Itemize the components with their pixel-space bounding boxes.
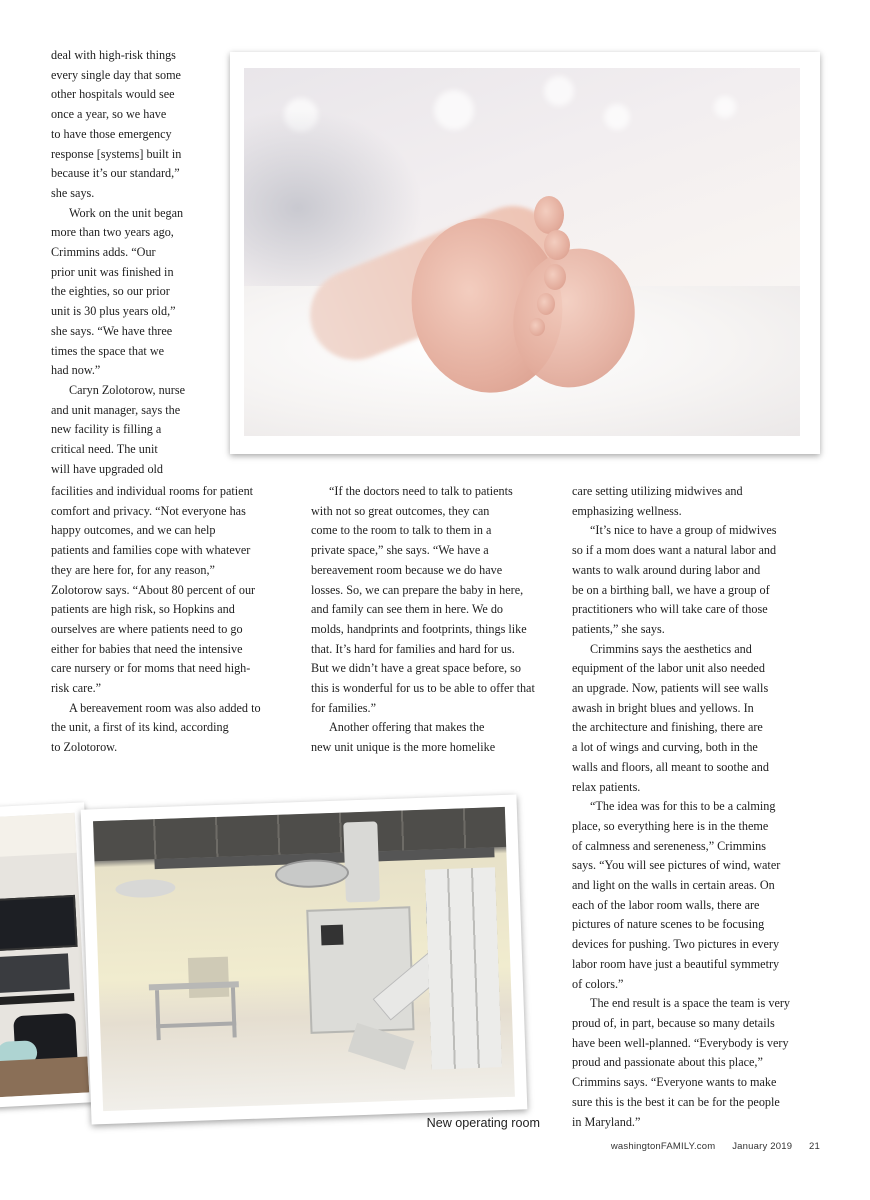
text-line: prior unit was finished in [51,264,174,279]
text-line: an upgrade. Now, patients will see walls [572,681,769,696]
text-line: molds, handprints and footprints, things like [311,621,527,636]
text-line: losses. So, we can prepare the baby in here, [311,582,524,597]
text-line: new facility is filling a [51,422,162,437]
text-line: because it’s our standard,” [51,166,180,181]
photo-caption: New operating room [426,1116,540,1130]
text-line: other hospitals would see [51,87,175,102]
text-line: proud and passionate about this place,” [572,1055,763,1070]
text-line: critical need. The unit [51,442,158,457]
text-line: Another offering that makes the [329,720,485,735]
text-line: once a year, so we have [51,107,167,122]
text-line: wants to walk around during labor and [572,562,761,577]
text-line: Zolotorow says. “About 80 percent of our [51,582,256,597]
intro-text-column [51,46,226,479]
text-line: private space,” she says. “We have a [311,543,489,558]
text-line: of colors.” [572,976,624,991]
text-line: response [systems] built in [51,146,182,161]
text-line: care nursery or for moms that need high- [51,661,251,676]
text-line: that. It’s hard for families and hard for us. [311,641,515,656]
text-line: comfort and privacy. “Not everyone has [51,503,246,518]
text-line: proud of, in part, because so many details [572,1015,775,1030]
text-line: sure this is the best it can be for the people [572,1094,780,1109]
text-line: care setting utilizing midwives and [572,484,743,498]
text-line: deal with high-risk things [51,48,176,62]
text-line: Crimmins says the aesthetics and [590,641,752,656]
text-line: new unit unique is the more homelike [311,740,496,755]
text-line: practitioners who will take care of those [572,602,768,617]
text-line: a lot of wings and curving, both in the [572,740,758,755]
baby-feet-photo-frame [230,52,820,454]
text-line: each of the labor room walls, there are [572,897,760,912]
text-line: the unit, a first of its kind, according [51,720,229,735]
text-line: Caryn Zolotorow, nurse [69,382,185,397]
operating-room-photo-frame [81,794,528,1124]
text-line: facilities and individual rooms for patient [51,484,254,498]
text-line: relax patients. [572,779,641,794]
text-line: “If the doctors need to talk to patients [329,484,513,498]
text-line: devices for pushing. Two pictures in every [572,937,780,952]
text-line: and unit manager, says the [51,402,181,417]
text-line: labor room have just a beautiful symmetry [572,956,780,971]
text-line: equipment of the labor unit also needed [572,661,765,676]
text-line: so if a mom does want a natural labor and [572,543,777,558]
text-line: and light on the walls in certain areas. On [572,878,775,893]
baby-feet-photo [244,68,800,436]
text-line: they are here for, for any reason,” [51,562,215,577]
text-column-2 [311,482,563,758]
text-line: times the space that we [51,343,165,358]
text-line: this is wonderful for us to be able to offer that [311,681,535,696]
text-line: emphasizing wellness. [572,503,682,518]
text-line: the eighties, so our prior [51,284,170,299]
footer-date: January 2019 [732,1141,793,1152]
text-line: with not so great outcomes, they can [311,503,490,518]
text-line: for families.” [311,700,376,715]
text-line: Crimmins says. “Everyone wants to make [572,1075,777,1090]
text-line: “It’s nice to have a group of midwives [590,523,777,538]
text-line: walls and floors, all meant to soothe and [572,759,769,774]
text-line: bereavement room because we do have [311,562,503,577]
text-line: the architecture and finishing, there are [572,720,763,735]
text-line: will have upgraded old [51,461,164,476]
text-line: But we didn’t have a great space before, so [311,661,521,676]
text-line: The end result is a space the team is very [590,996,791,1011]
text-line: “The idea was for this to be a calming [590,799,776,814]
text-line: says. “You will see pictures of wind, water [572,858,781,873]
text-column-3 [572,482,827,1132]
text-line: pictures of nature scenes to be focusing [572,917,765,932]
text-line: happy outcomes, and we can help [51,523,216,538]
text-line: Work on the unit began [69,205,184,220]
text-line: patients are high risk, so Hopkins and [51,602,235,617]
page-number: 21 [809,1141,820,1152]
text-line: have been well-planned. “Everybody is very [572,1035,789,1050]
text-line: to have those emergency [51,126,172,141]
text-line: awash in bright blues and yellows. In [572,700,754,715]
text-line: Crimmins adds. “Our [51,245,156,260]
text-line: she says. “We have three [51,323,173,338]
text-line: and family can see them in here. We do [311,602,504,617]
text-line: in Maryland.” [572,1114,641,1129]
operating-room-photo [93,807,515,1111]
text-line: more than two years ago, [51,225,174,240]
page-footer [597,1141,820,1152]
text-line: place, so everything here is in the theme [572,818,769,833]
text-column-1 [51,482,301,758]
text-line: either for babies that need the intensive [51,641,243,656]
room-photo [0,813,89,1098]
text-line: ourselves are where patients need to go [51,621,243,636]
text-line: every single day that some [51,67,181,82]
text-line: come to the room to talk to them in a [311,523,492,538]
footer-site: washingtonFAMILY.com [610,1141,716,1152]
text-line: she says. [51,185,95,200]
text-line: risk care.” [51,681,102,696]
text-line: had now.” [51,363,101,378]
text-line: be on a birthing ball, we have a group of [572,582,770,597]
text-line: unit is 30 plus years old,” [51,304,176,319]
text-line: patients and families cope with whatever [51,543,251,558]
text-line: A bereavement room was also added to [69,700,261,715]
text-line: to Zolotorow. [51,740,118,755]
text-line: patients,” she says. [572,621,665,636]
text-line: of calmness and sereneness,” Crimmins [572,838,766,853]
